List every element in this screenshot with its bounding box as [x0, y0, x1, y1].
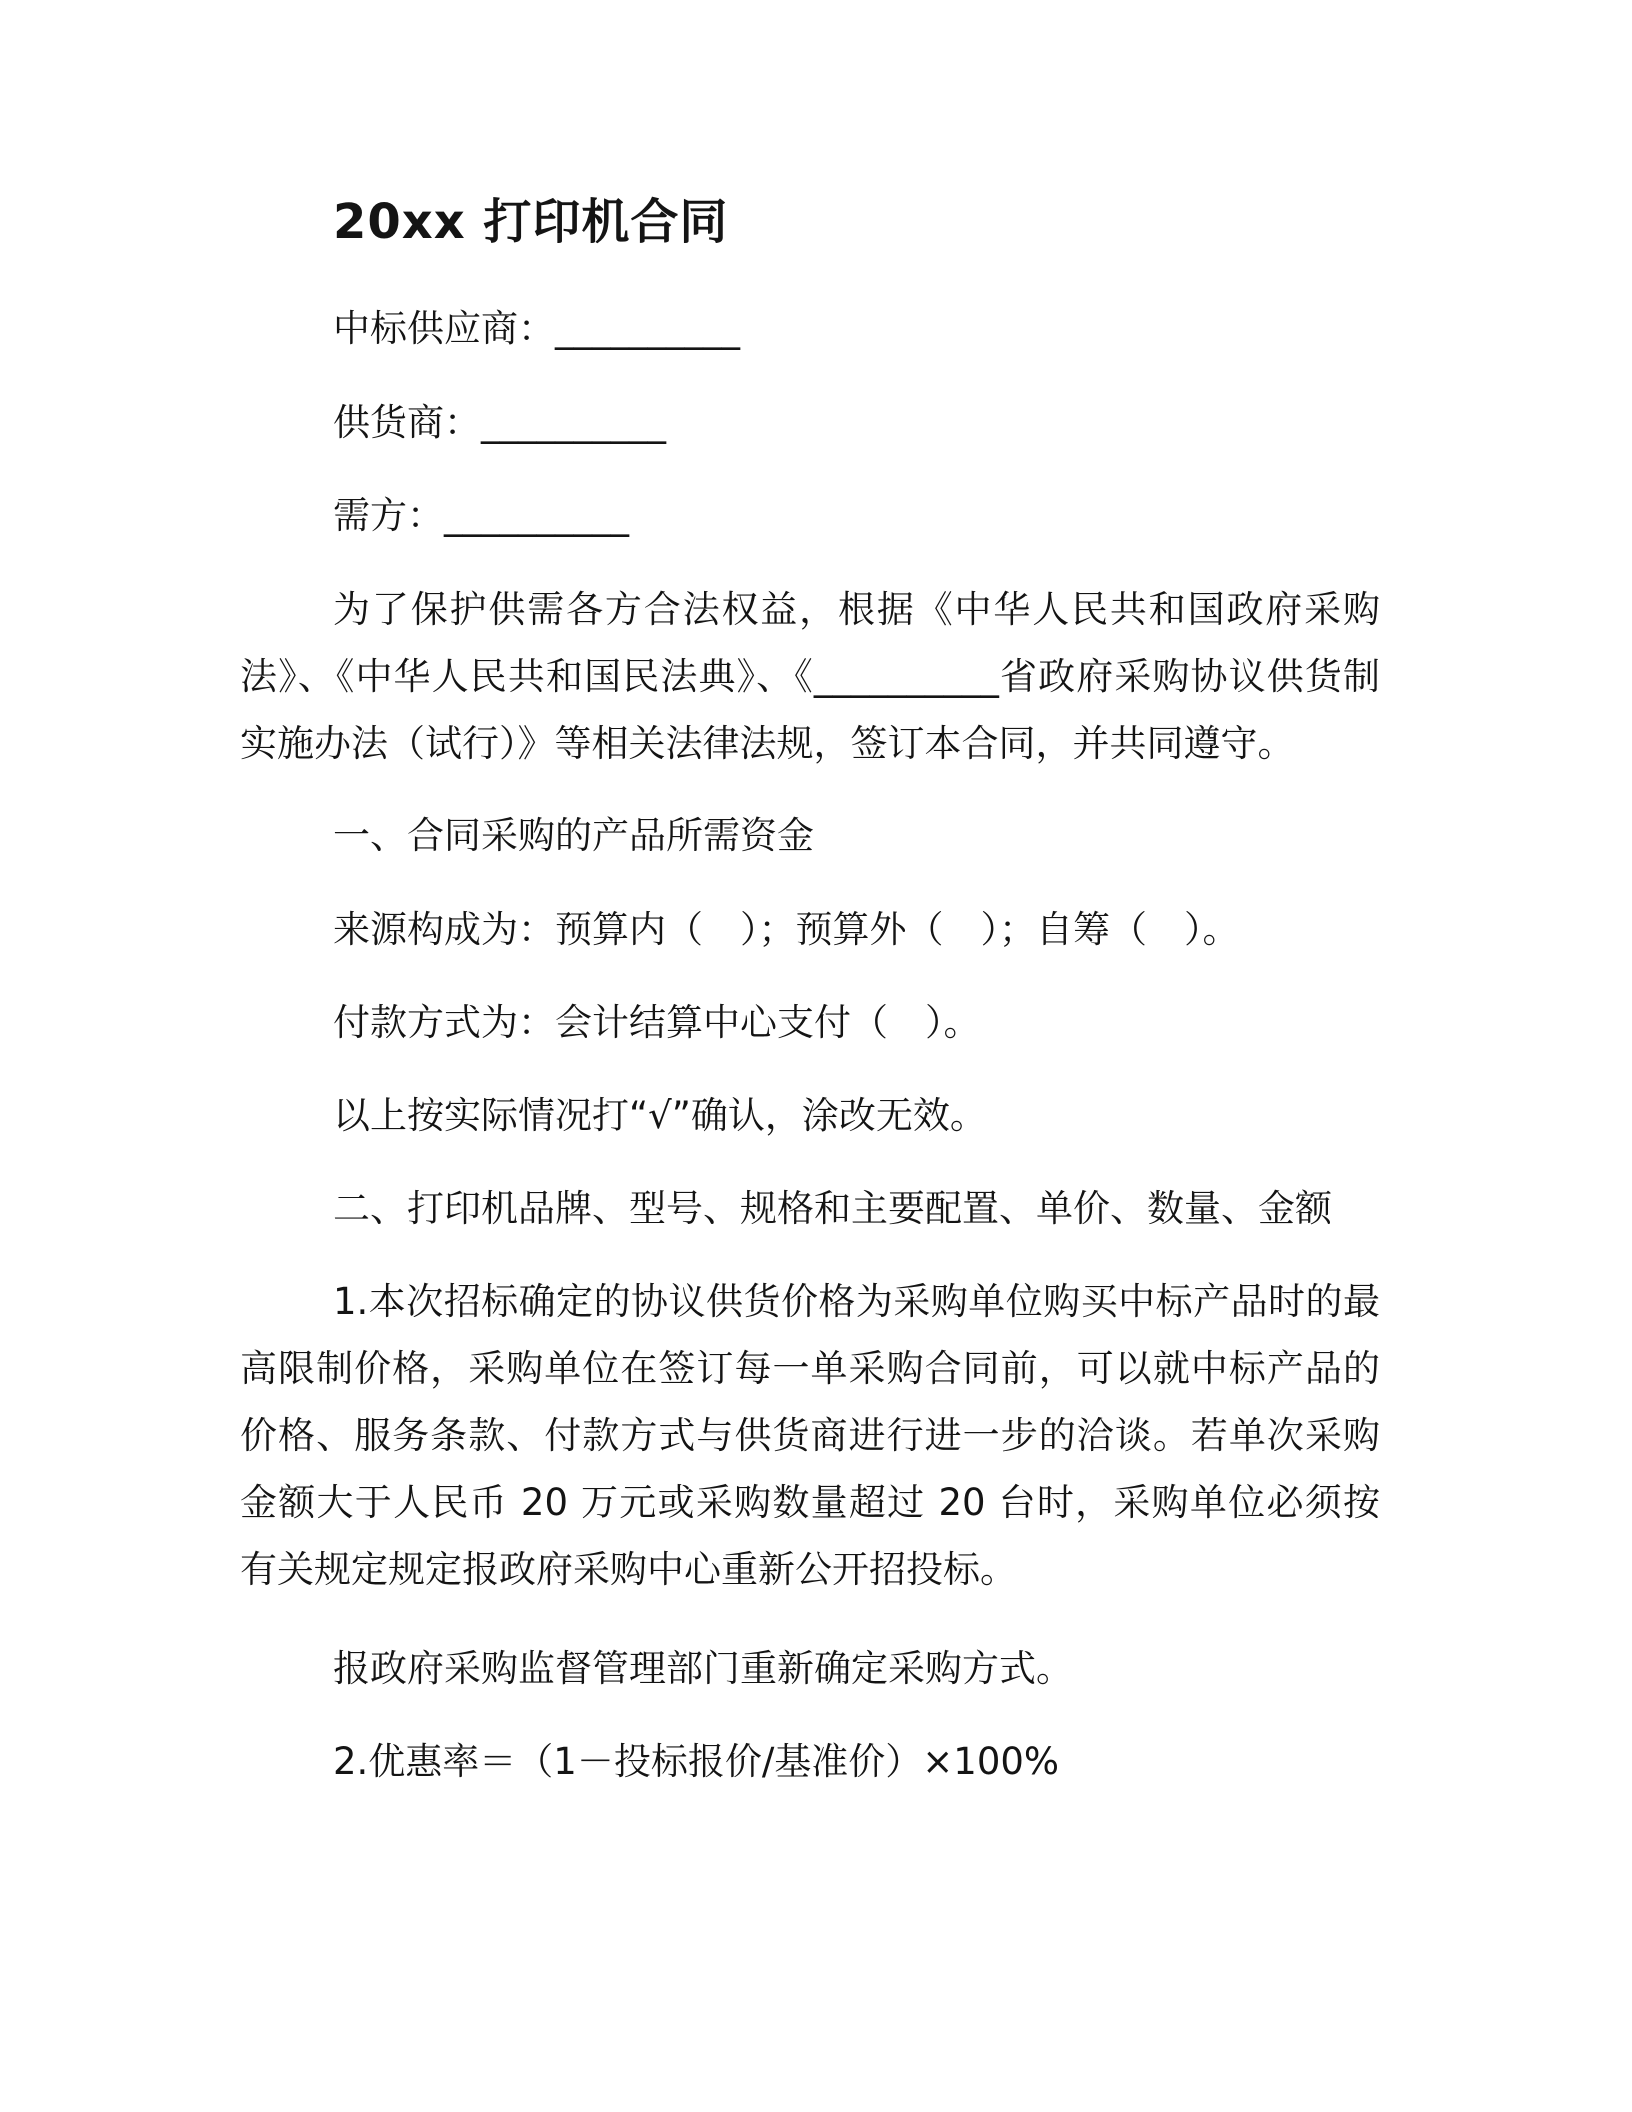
- document-title: 20xx 打印机合同: [333, 194, 729, 250]
- funding-source-line: 来源构成为：预算内（ ）；预算外（ ）；自筹（ ）。: [333, 908, 1240, 951]
- item2-formula: 2.优惠率＝（1－投标报价/基准价）×100%: [333, 1740, 1060, 1783]
- intro-paragraph: 为了保护供需各方合法权益，根据《中华人民共和国政府采购法》、《中华人民共和国民法典》、《__________省政府采购协议供货制实施办法（试行）》等相关法律法规，签订本合同，并共同遵守。: [240, 588, 1380, 765]
- field-buyer: 需方：__________: [333, 494, 629, 537]
- section1-heading: 一、合同采购的产品所需资金: [333, 814, 814, 857]
- item1-continuation: 报政府采购监督管理部门重新确定采购方式。: [333, 1647, 1073, 1690]
- field-supplier: 供货商：__________: [333, 401, 666, 444]
- field-winning-supplier: 中标供应商：__________: [333, 307, 740, 350]
- confirm-note-line: 以上按实际情况打“√”确认，涂改无效。: [333, 1094, 987, 1137]
- item1-paragraph: 1.本次招标确定的协议供货价格为采购单位购买中标产品时的最高限制价格，采购单位在签订每一单采购合同前，可以就中标产品的价格、服务条款、付款方式与供货商进行进一步的洽谈。若单次采购金额大于人民币 20 万元或采购数量超过 20 台时，采购单位必须按有关规定规定报政府采购中心重新公开招投标。: [240, 1280, 1380, 1591]
- payment-method-line: 付款方式为：会计结算中心支付（ ）。: [333, 1001, 981, 1044]
- section2-heading: 二、打印机品牌、型号、规格和主要配置、单价、数量、金额: [333, 1187, 1332, 1230]
